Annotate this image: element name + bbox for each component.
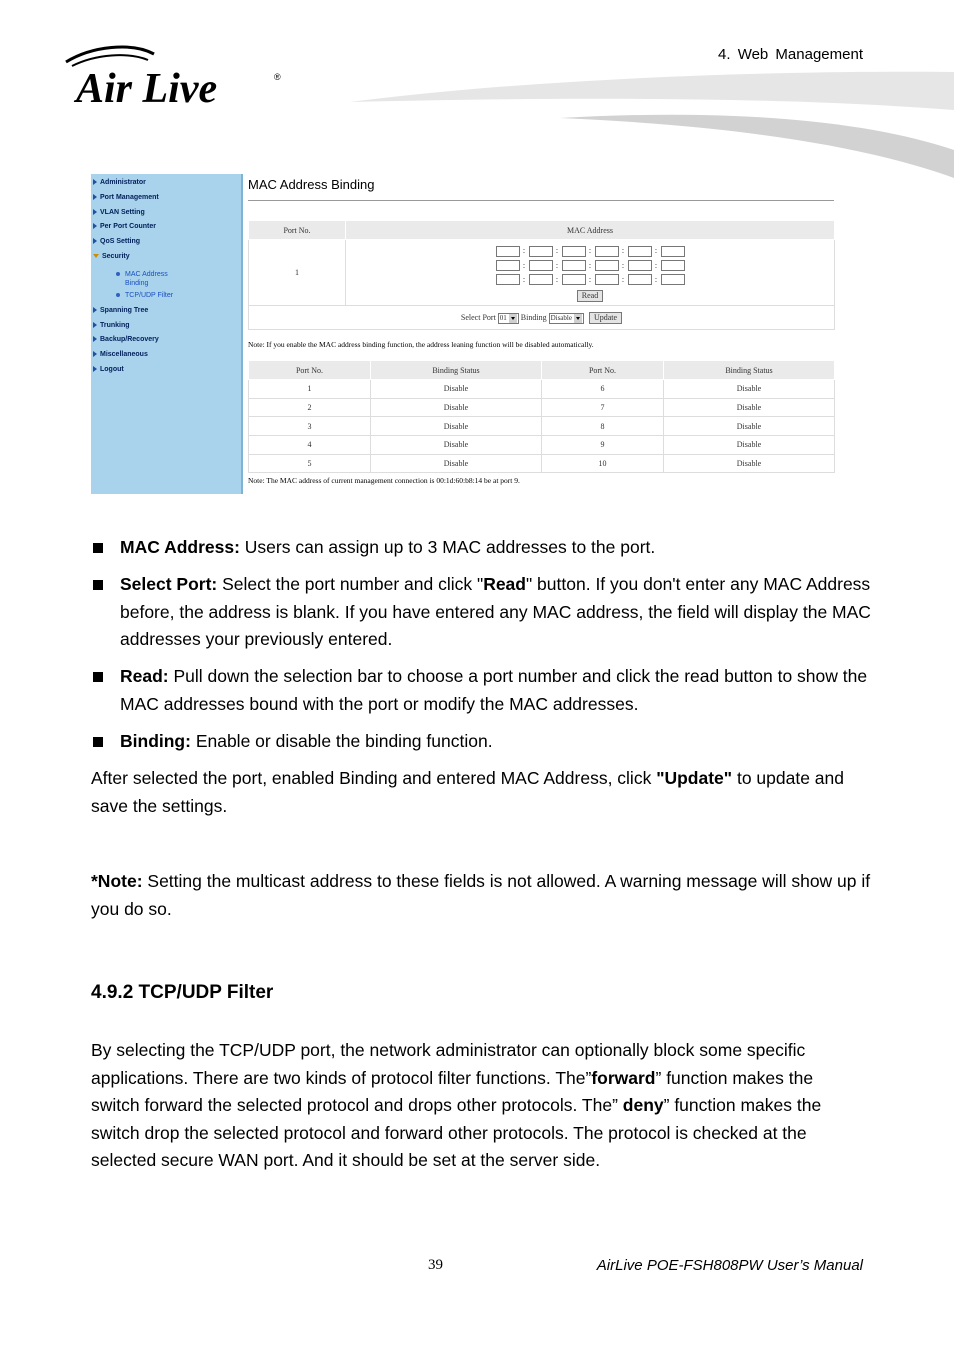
- status-cell: 6: [542, 380, 664, 399]
- status-cell: Disable: [371, 380, 542, 399]
- panel-title: MAC Address Binding: [248, 177, 375, 192]
- square-bullet-icon: [93, 543, 103, 553]
- mac-entry-cell: [346, 240, 835, 306]
- status-row: [249, 454, 835, 473]
- status-rows: [249, 380, 835, 473]
- sidebar-item-trunking[interactable]: Trunking: [93, 322, 130, 329]
- arrow-icon: [93, 322, 97, 328]
- mac-octet-input[interactable]: [595, 260, 619, 271]
- bullet-select-port: Select Port: Select the port number and click "Read" button. If you don't enter any MAC Address before, the address is blank. If you have entered any MAC address, the field will display the MAC addresses your previously entered.: [91, 571, 871, 654]
- square-bullet-icon: [93, 672, 103, 682]
- logo-registered: ®: [274, 72, 281, 82]
- sidebar-item-administrator[interactable]: Administrator: [93, 179, 146, 186]
- status-cell: 3: [249, 417, 371, 436]
- arrow-icon: [93, 238, 97, 244]
- bullet-icon: [116, 272, 120, 276]
- col-mac-header: MAC Address: [346, 221, 835, 240]
- after-paragraph: After selected the port, enabled Binding and entered MAC Address, click "Update" to update and save the settings.: [91, 768, 844, 816]
- status-cell: 8: [542, 417, 664, 436]
- mac-octet-input[interactable]: [661, 260, 685, 271]
- mac-octet-input[interactable]: [529, 246, 553, 257]
- mac-octet-input[interactable]: [496, 246, 520, 257]
- note-paragraph: *Note: Setting the multicast address to these fields is not allowed. A warning message will show up if you do so.: [91, 871, 871, 919]
- mac-row-1: : : : : :: [346, 244, 834, 258]
- sidebar-nav: [91, 174, 243, 494]
- mac-table: [248, 220, 835, 330]
- mac-octet-input[interactable]: [562, 274, 586, 285]
- bullet-icon: [116, 293, 120, 297]
- binding-status-table: [248, 360, 835, 473]
- section-heading: 4.9.2 TCP/UDP Filter: [91, 982, 274, 1003]
- manual-title: AirLive POE-FSH808PW User’s Manual: [596, 1257, 863, 1274]
- mac-octet-input[interactable]: [562, 246, 586, 257]
- arrow-icon: [93, 209, 97, 215]
- status-cell: 10: [542, 454, 664, 473]
- binding-label: Binding: [520, 312, 547, 322]
- status-cell: Disable: [664, 417, 835, 436]
- port-value: 1: [249, 240, 346, 306]
- main-panel: [248, 174, 835, 494]
- status-cell: 1: [249, 380, 371, 399]
- status-cell: Disable: [371, 454, 542, 473]
- status-cell: Disable: [371, 398, 542, 417]
- mac-octet-input[interactable]: [562, 260, 586, 271]
- logo-text: Air Live: [76, 66, 218, 110]
- status-cell: 2: [249, 398, 371, 417]
- mac-row-3: : : : : :: [346, 273, 834, 287]
- sidebar-item-spanning-tree[interactable]: Spanning Tree: [93, 307, 148, 314]
- status-cell: 7: [542, 398, 664, 417]
- sidebar-subitem-tcp-udp-filter[interactable]: TCP/UDP Filter: [125, 291, 173, 300]
- mac-octet-input[interactable]: [661, 246, 685, 257]
- binding-dropdown[interactable]: Disable: [549, 313, 584, 324]
- sidebar-item-security[interactable]: Security: [93, 253, 130, 260]
- col-port-header: Port No.: [249, 221, 346, 240]
- folder-open-icon: [93, 254, 99, 258]
- sidebar-item-per-port-counter[interactable]: Per Port Counter: [93, 223, 156, 230]
- management-note: Note: The MAC address of current management connection is 00:1d:60:b8:14 be at port 9.: [248, 476, 520, 485]
- sidebar-item-qos-setting[interactable]: QoS Setting: [93, 238, 140, 245]
- sidebar-item-port-management[interactable]: Port Management: [93, 194, 159, 201]
- mac-octet-input[interactable]: [628, 274, 652, 285]
- status-cell: 4: [249, 436, 371, 455]
- arrow-icon: [93, 179, 97, 185]
- status-cell: Disable: [664, 436, 835, 455]
- arrow-icon: [93, 366, 97, 372]
- controls-row: [249, 306, 835, 330]
- sidebar-subitem-mac-binding[interactable]: MAC Address Binding: [125, 270, 185, 288]
- airlive-logo: [62, 44, 292, 110]
- sidebar-item-vlan-setting[interactable]: VLAN Setting: [93, 209, 145, 216]
- status-row: [249, 380, 835, 399]
- mac-octet-input[interactable]: [529, 260, 553, 271]
- select-port-dropdown[interactable]: 01: [498, 313, 519, 324]
- status-cell: Disable: [371, 436, 542, 455]
- mac-octet-input[interactable]: [595, 246, 619, 257]
- bullet-read: Read: Pull down the selection bar to choose a port number and click the read button to show the MAC addresses bound with the port or modify the MAC addresses.: [91, 663, 871, 718]
- status-header-cell: Port No.: [542, 361, 664, 380]
- mac-octet-input[interactable]: [661, 274, 685, 285]
- status-cell: Disable: [664, 454, 835, 473]
- tcp-udp-paragraph: By selecting the TCP/UDP port, the network administrator can optionally block some specific applications. There are two kinds of protocol filter functions. The”forward” function makes the switch forward the selected protocol and drops other protocols. The” deny” function makes the switch drop the selected protocol and forward other protocols. The protocol is checked at the selected secure WAN port. And it should be set at the server side.: [91, 1040, 822, 1170]
- sidebar-item-logout[interactable]: Logout: [93, 366, 124, 373]
- mac-octet-input[interactable]: [529, 274, 553, 285]
- mac-octet-input[interactable]: [496, 274, 520, 285]
- mac-octet-input[interactable]: [628, 260, 652, 271]
- arrow-icon: [93, 194, 97, 200]
- page-number: 39: [428, 1257, 443, 1273]
- status-row: [249, 398, 835, 417]
- binding-note: Note: If you enable the MAC address binding function, the address leaning function will be disabled automatically.: [248, 340, 594, 349]
- status-cell: 9: [542, 436, 664, 455]
- mac-octet-input[interactable]: [628, 246, 652, 257]
- section-header: 4. Web Management: [718, 46, 863, 63]
- mac-octet-input[interactable]: [496, 260, 520, 271]
- square-bullet-icon: [93, 580, 103, 590]
- update-button[interactable]: Update: [589, 312, 622, 324]
- square-bullet-icon: [93, 737, 103, 747]
- status-row: [249, 417, 835, 436]
- status-cell: 5: [249, 454, 371, 473]
- sidebar-item-backup-recovery[interactable]: Backup/Recovery: [93, 336, 159, 343]
- status-cell: Disable: [371, 417, 542, 436]
- sidebar-item-miscellaneous[interactable]: Miscellaneous: [93, 351, 148, 358]
- dropdown-arrow-icon: [574, 314, 582, 323]
- select-port-label: Select Port: [460, 312, 496, 322]
- arrow-icon: [93, 336, 97, 342]
- mac-binding-screenshot: [91, 174, 836, 494]
- arrow-icon: [93, 351, 97, 357]
- status-header-cell: Binding Status: [371, 361, 542, 380]
- status-header-cell: Binding Status: [664, 361, 835, 380]
- mac-octet-input[interactable]: [595, 274, 619, 285]
- status-header-cell: Port No.: [249, 361, 371, 380]
- read-button[interactable]: Read: [577, 290, 603, 302]
- title-divider: [248, 200, 834, 201]
- status-row: [249, 436, 835, 455]
- arrow-icon: [93, 307, 97, 313]
- dropdown-arrow-icon: [509, 314, 517, 323]
- arrow-icon: [93, 223, 97, 229]
- status-cell: Disable: [664, 380, 835, 399]
- bullet-binding: Binding: Enable or disable the binding function.: [91, 728, 871, 756]
- status-cell: Disable: [664, 398, 835, 417]
- bullet-mac-address: MAC Address: Users can assign up to 3 MAC addresses to the port.: [91, 534, 871, 562]
- mac-row-2: : : : : :: [346, 258, 834, 272]
